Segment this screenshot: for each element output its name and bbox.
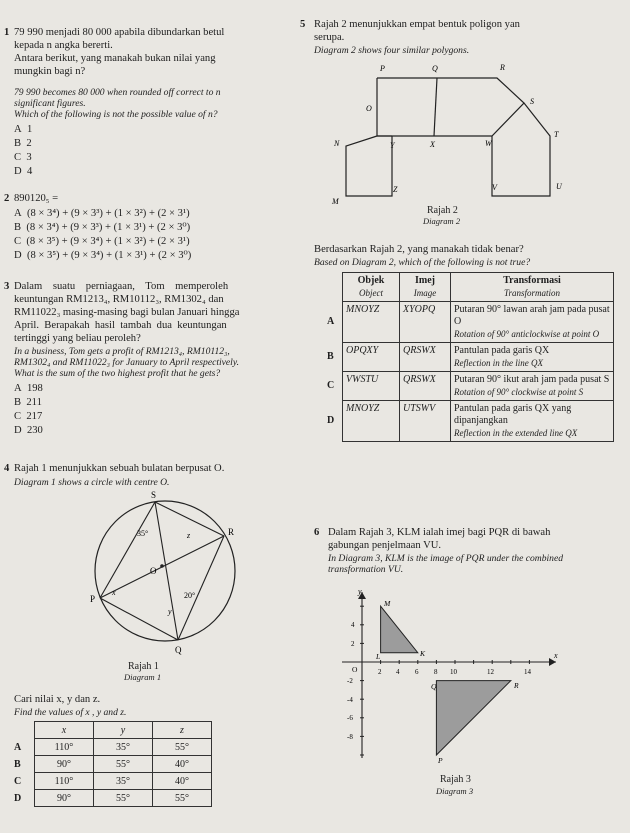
y-tick: -6	[347, 714, 353, 722]
label-Y: Y	[390, 141, 395, 150]
label-T: T	[554, 130, 559, 139]
q1-stem-line: kepada n angka bererti.	[14, 40, 113, 51]
x-tick: 14	[524, 668, 531, 676]
label-z: z	[187, 531, 191, 540]
x-tick: 8	[434, 668, 438, 676]
label-N: N	[334, 139, 340, 148]
q6-english-line: transformation VU.	[328, 564, 404, 575]
q5-option-row[interactable]: A MNOYZ XYOPQ Putaran 90° lawan arah jam pada pusat O Rotation of 90° anticlockwise at point O	[324, 302, 614, 343]
q4-caption: Rajah 1	[128, 661, 159, 672]
header-transformation: Transformasi Transformation	[451, 273, 614, 302]
y-tick: -2	[347, 677, 353, 685]
q3-stem-line: tertinggi yang beliau peroleh?	[14, 333, 141, 344]
label-R: R	[228, 527, 235, 537]
q4-option-row[interactable]: D 90° 55° 55°	[14, 790, 212, 807]
q5-option-row[interactable]: D MNOYZ UTSWV Pantulan pada garis QX yang dipanjangkan Reflection in the extended line QX	[324, 401, 614, 442]
q6-stem-line: Dalam Rajah 3, KLM ialah imej bagi PQR di bawah	[328, 527, 551, 538]
label-U: U	[556, 182, 562, 191]
q4-option-row[interactable]: C 110° 35° 40°	[14, 773, 212, 790]
q1-number: 1	[4, 27, 10, 38]
x-axis-label: x	[554, 651, 558, 660]
label-V: V	[492, 183, 497, 192]
q3-stem-line: RM11022₃ masing-masing bagi bulan Januari hingga	[14, 307, 240, 318]
label-P: P	[380, 64, 385, 73]
y-tick: -4	[347, 696, 353, 704]
y-tick: 4	[351, 621, 355, 629]
label-y: y	[168, 607, 172, 616]
label-K: K	[420, 649, 426, 658]
origin-label: O	[352, 665, 358, 674]
q3-option[interactable]: D 230	[14, 425, 43, 436]
x-tick: 10	[450, 668, 457, 676]
q2-option[interactable]: C (8 × 3⁵) + (9 × 3⁴) + (1 × 3²) + (2 × 3¹)	[14, 236, 190, 247]
q2-option[interactable]: D (8 × 3⁵) + (9 × 3⁴) + (1 × 3¹) + (2 × 3⁰)	[14, 250, 192, 261]
q5-caption: Rajah 2	[427, 205, 458, 216]
coordinate-graph	[334, 588, 560, 764]
q5-ask: Berdasarkan Rajah 2, yang manakah tidak benar?	[314, 244, 524, 255]
header-x: x	[35, 722, 94, 739]
q4-caption-english: Diagram 1	[124, 672, 162, 682]
label-Q: Q	[431, 682, 437, 691]
q3-option[interactable]: C 217	[14, 411, 43, 422]
angle-20: 20°	[184, 591, 196, 600]
y-axis-label: y	[358, 588, 362, 596]
q1-option[interactable]: D 4	[14, 166, 33, 177]
q1-stem-line: mungkin bagi n?	[14, 66, 86, 77]
label-P: P	[90, 594, 96, 604]
q3-stem-line: keuntungan RM1213₄, RM10112₃, RM1302₄ dan	[14, 294, 224, 305]
label-R: R	[500, 63, 505, 72]
label-L: L	[376, 652, 381, 661]
x-tick: 2	[378, 668, 382, 676]
q4-option-row[interactable]: B 90° 55° 40°	[14, 756, 212, 773]
header-object: Objek Object	[343, 273, 400, 302]
q4-english-stem: Diagram 1 shows a circle with centre O.	[14, 477, 170, 488]
x-tick: 6	[415, 668, 419, 676]
q5-stem-line: serupa.	[314, 32, 345, 43]
q2-option[interactable]: B (8 × 3⁴) + (9 × 3³) + (1 × 3¹) + (2 × 3⁰)	[14, 222, 191, 233]
q1-option[interactable]: A 1	[14, 124, 33, 135]
label-S: S	[151, 490, 157, 500]
polygons-diagram	[320, 56, 620, 206]
q5-english-stem: Diagram 2 shows four similar polygons.	[314, 45, 470, 56]
q6-english-line: In Diagram 3, KLM is the image of PQR under the combined	[328, 553, 564, 564]
q6-number: 6	[314, 527, 320, 538]
q1-stem-line: Antara berikut, yang manakah bukan nilai yang	[14, 53, 216, 64]
q1-option[interactable]: C 3	[14, 152, 32, 163]
label-M: M	[384, 599, 391, 608]
q3-stem-line: Dalam suatu perniagaan, Tom memperoleh	[14, 281, 229, 292]
label-O: O	[366, 104, 372, 113]
q2-number: 2	[4, 193, 10, 204]
label-W: W	[485, 139, 492, 148]
y-tick: -8	[347, 733, 353, 741]
label-S: S	[530, 97, 534, 106]
label-O: O	[150, 566, 157, 576]
y-tick: 2	[351, 640, 355, 648]
q4-ask-english: Find the values of x , y and z.	[14, 707, 127, 718]
label-Q: Q	[175, 645, 182, 655]
label-Q: Q	[432, 64, 438, 73]
q4-number: 4	[4, 463, 10, 474]
x-tick: 4	[396, 668, 400, 676]
circle-diagram	[60, 488, 260, 658]
label-X: X	[430, 140, 435, 149]
x-tick: 12	[487, 668, 494, 676]
q1-english-line: 79 990 becomes 80 000 when rounded off correct to n	[14, 87, 221, 98]
q1-english-line: Which of the following is not the possible value of n?	[14, 109, 218, 120]
angle-35: 35°	[137, 529, 149, 538]
label-Z: Z	[393, 185, 398, 194]
q2-stem: 890120₅ =	[14, 193, 59, 204]
label-R: R	[514, 681, 519, 690]
label-P: P	[438, 756, 443, 764]
q5-transformation-table	[324, 272, 614, 442]
q3-option[interactable]: B 211	[14, 397, 42, 408]
q3-number: 3	[4, 281, 10, 292]
q3-stem-line: April. Berapakah hasil tambah dua keuntungan	[14, 320, 227, 331]
label-x: x	[112, 588, 116, 597]
q5-ask-english: Based on Diagram 2, which of the following is not true?	[314, 257, 531, 268]
q6-caption: Rajah 3	[440, 774, 471, 785]
q2-option[interactable]: A (8 × 3⁴) + (9 × 3³) + (1 × 3²) + (2 × 3¹)	[14, 208, 190, 219]
q5-number: 5	[300, 19, 306, 30]
header-z: z	[153, 722, 212, 739]
header-image: Imej Image	[400, 273, 451, 302]
q5-option-row[interactable]: B OPQXY QRSWX Pantulan pada garis QX Reflection in the line QX	[324, 343, 614, 372]
q5-option-row[interactable]: C VWSTU QRSWX Putaran 90° ikut arah jam pada pusat S Rotation of 90° clockwise at point S	[324, 372, 614, 401]
q3-english-line: In a business, Tom gets a profit of RM1213₄, RM10112₃,	[14, 346, 230, 357]
q4-ask: Cari nilai x, y dan z.	[14, 694, 101, 705]
q6-stem-line: gabungan penjelmaan VU.	[328, 540, 442, 551]
q5-caption-english: Diagram 2	[423, 216, 461, 226]
label-M: M	[332, 197, 339, 206]
q5-stem-line: Rajah 2 menunjukkan empat bentuk poligon yan	[314, 19, 520, 30]
q4-answer-table	[14, 721, 212, 807]
q4-stem: Rajah 1 menunjukkan sebuah bulatan berpusat O.	[14, 463, 225, 474]
q1-english-line: significant figures.	[14, 98, 86, 109]
q4-option-row[interactable]: A 110° 35° 55°	[14, 739, 212, 756]
q3-option[interactable]: A 198	[14, 383, 43, 394]
q3-english-line: What is the sum of the two highest profit that he gets?	[14, 368, 221, 379]
q1-option[interactable]: B 2	[14, 138, 32, 149]
q3-english-line: RM1302₄ and RM11022₃ for January to April respectively.	[14, 357, 239, 368]
q1-stem-line: 79 990 menjadi 80 000 apabila dibundarkan betul	[14, 27, 225, 38]
q6-caption-english: Diagram 3	[436, 786, 474, 796]
header-y: y	[94, 722, 153, 739]
